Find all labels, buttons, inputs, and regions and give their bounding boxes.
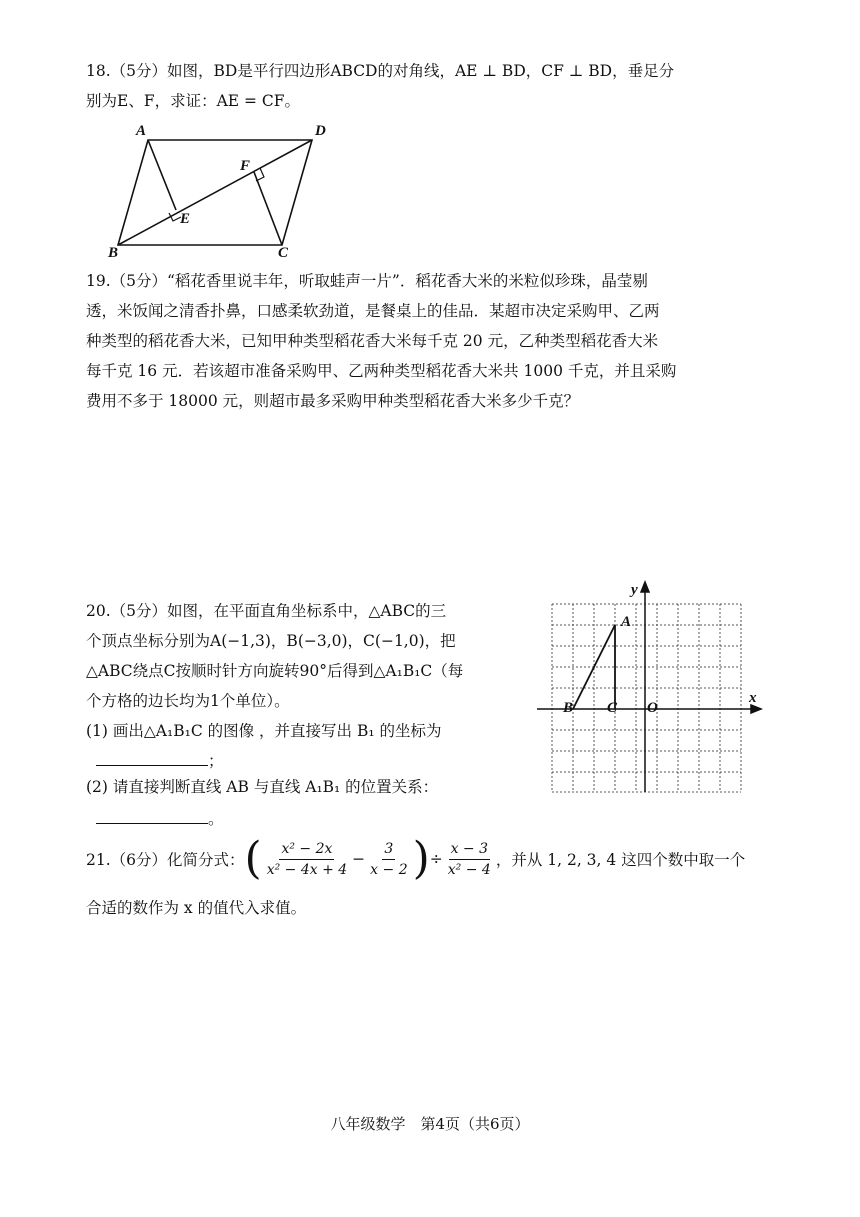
q21-f2-den: x − 2 [370, 861, 408, 878]
q21-f1-num: x² − 2x [279, 839, 334, 860]
left-paren: ( [244, 833, 262, 884]
q21-f3-den: x² − 4 [447, 861, 491, 878]
page-footer: 八年级数学 第4页（共6页） [330, 1115, 530, 1133]
label-a: A [136, 123, 147, 139]
grid-label-x: x [749, 690, 757, 706]
q20-part1-text: (1) 画出△A₁B₁C 的图像 ，并直接写出 B₁ 的坐标为 [86, 722, 442, 740]
q20-part1-blank [96, 747, 208, 766]
q21-prefix: 21.（6分）化简分式： [86, 851, 245, 869]
q21-f1-den: x² − 4x + 4 [266, 861, 348, 878]
q18-text-line1: 18.（5分）如图，BD是平行四边形ABCD的对角线，AE ⊥ BD，CF ⊥ BD，垂足分 [86, 62, 675, 80]
segment-cf [254, 172, 282, 245]
grid-label-b: B [563, 700, 574, 716]
q21-f3-num: x − 3 [449, 839, 490, 860]
q20-text-line2: 个顶点坐标分别为A(−1,3)，B(−3,0)，C(−1,0)，把 [86, 632, 456, 650]
q20-text-line1: 20.（5分）如图，在平面直角坐标系中，△ABC的三 [86, 602, 447, 620]
q19-text-line2: 透，米饭闻之清香扑鼻，口感柔软劲道，是餐桌上的佳品．某超市决定采购甲、乙两 [86, 302, 660, 320]
label-f: F [240, 158, 251, 174]
grid-label-y: y [631, 582, 638, 598]
label-e: E [180, 211, 191, 227]
q19-text-line4: 每千克 16 元．若该超市准备采购甲、乙两种类型稻花香大米共 1000 千克，并且采购 [86, 362, 677, 380]
q19-text-line5: 费用不多于 18000 元，则超市最多采购甲种类型稻花香大米多少千克？ [86, 392, 580, 410]
q20-coordinate-grid [535, 578, 770, 798]
label-c: C [278, 245, 289, 260]
grid-label-o: O [647, 700, 658, 716]
q21-minus: − [352, 850, 366, 868]
q20-part2-answer-line [96, 804, 224, 834]
diagonal-bd [118, 140, 312, 245]
q21-expression-line [86, 833, 745, 885]
q20-text-line3: △ABC绕点C按顺时针方向旋转90°后得到△A₁B₁C（每 [86, 662, 464, 680]
q20-part2-text: (2) 请直接判断直线 AB 与直线 A₁B₁ 的位置关系： [86, 778, 439, 796]
y-axis-arrow [641, 582, 649, 592]
grid-label-c: C [607, 700, 618, 716]
segment-ae [148, 140, 176, 210]
label-b: B [108, 245, 119, 260]
q20-text-line4: 个方格的边长均为1个单位）。 [86, 692, 290, 710]
q19-text-line1: 19.（5分）“稻花香里说丰年，听取蛙声一片”．稻花香大米的米粒似珍珠，晶莹剔 [86, 272, 648, 290]
q18-parallelogram-figure [100, 115, 360, 260]
q21-fraction-3 [446, 839, 493, 880]
q21-suffix: ，并从 1, 2, 3, 4 这四个数中取一个 [495, 851, 746, 869]
q21-f2-num: 3 [382, 839, 395, 860]
q18-text-line2: 别为E、F，求证：AE = CF。 [86, 92, 301, 110]
q20-part2-blank [96, 805, 208, 824]
q19-text-line3: 种类型的稻花香大米，已知甲种类型稻花香大米每千克 20 元，乙种类型稻花香大米 [86, 332, 659, 350]
q20-part2-end: 。 [208, 810, 224, 828]
right-paren: ) [412, 833, 430, 884]
grid-lines [552, 604, 741, 792]
q20-part1-end: ； [208, 752, 224, 770]
label-d: D [315, 123, 326, 139]
q21-text-line2: 合适的数作为 x 的值代入求值。 [86, 899, 307, 917]
grid-label-a: A [621, 614, 632, 630]
q21-fraction-1 [265, 839, 349, 880]
q21-div: ÷ [429, 850, 443, 868]
q21-fraction-2 [368, 839, 409, 880]
x-axis-arrow [751, 705, 761, 713]
